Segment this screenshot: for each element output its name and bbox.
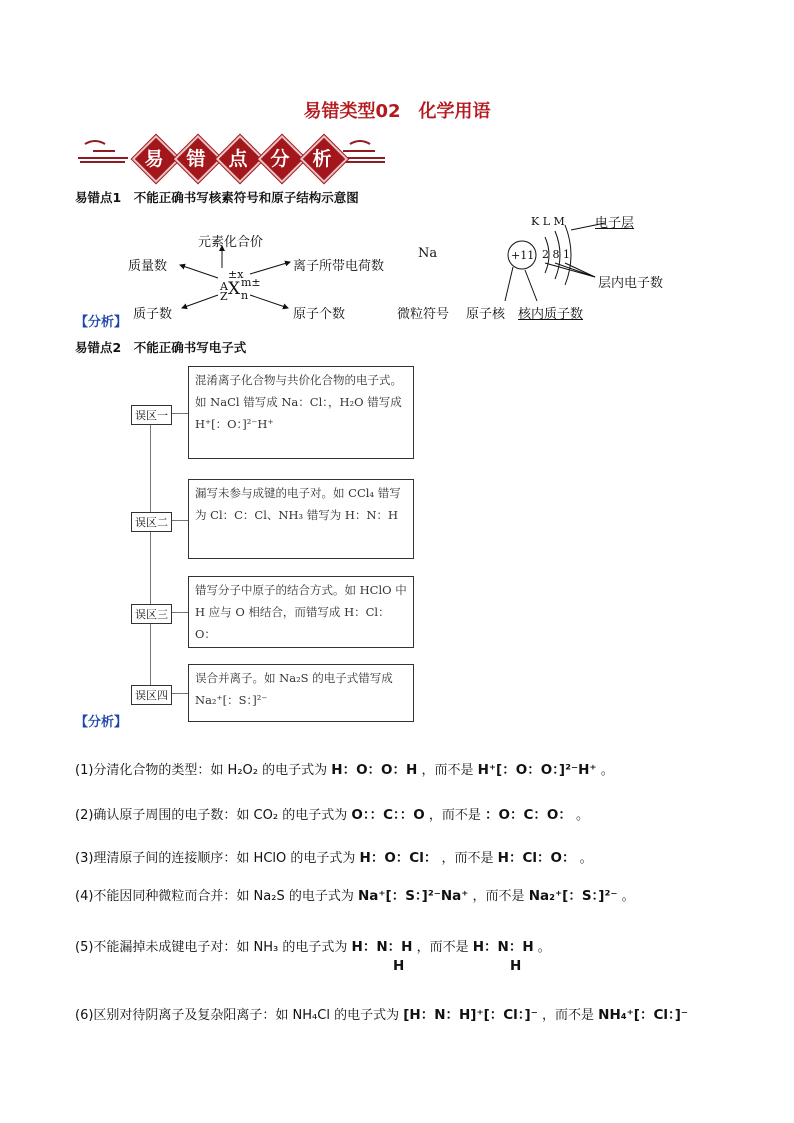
banner-char: 分 <box>270 148 290 170</box>
analysis-item: (5)不能漏掉未成键电子对：如 NH₃ 的电子式为 H：N：H ，而不是 H：N：H 。 <box>75 939 551 955</box>
zone-tag: 误区四 <box>131 685 172 705</box>
analysis-item: (4)不能因同种微粒而合并：如 Na₂S 的电子式为 Na⁺[：S：]²⁻Na⁺ ，而不是 Na₂⁺[：S：]²⁻ 。 <box>75 888 635 904</box>
analysis-item: (6)区别对待阴离子及复杂阳离子：如 NH₄Cl 的电子式为 [H：N：H]⁺[：Cl：]⁻ ，而不是 NH₄⁺[：Cl：]⁻ <box>75 1007 689 1023</box>
correct-formula: O：：C：：O <box>351 807 425 823</box>
banner-char: 析 <box>312 148 332 170</box>
page-title: 易错类型02 化学用语 <box>303 101 491 122</box>
particle-symbol: Na <box>418 246 438 261</box>
analysis-item: (3)理清原子间的连接顺序：如 HClO 的电子式为 H：O：Cl： ，而不是 H：Cl：O： 。 <box>75 850 593 866</box>
wrong-formula: H⁺[：O：O：]²⁻H⁺ <box>477 762 597 778</box>
banner-char: 易 <box>144 148 164 170</box>
wrong-formula: ：O：C：O： <box>485 807 572 823</box>
correct-formula: Na⁺[：S：]²⁻Na⁺ <box>357 888 469 904</box>
shell-label: 电子层 <box>595 216 635 231</box>
correct-formula: H：O：Cl： <box>359 850 438 866</box>
label-atom-count: 原子个数 <box>293 307 346 322</box>
label-valence: 元素化合价 <box>198 235 264 250</box>
banner-char: 错 <box>186 148 206 170</box>
zone-tag: 误区一 <box>131 405 172 425</box>
zone-box: 误合并离子。如 Na₂S 的电子式错写成 Na₂⁺[：S：]²⁻ <box>188 664 414 722</box>
zone-box: 漏写未参与成键的电子对。如 CCl₄ 错写为 Cl：C：Cl、NH₃ 错写为 H：N：H <box>188 479 414 559</box>
nucleus-charge: +11 <box>511 249 535 262</box>
shell-letters: K L M <box>531 215 565 228</box>
correct-formula: H：O：O：H <box>331 762 418 778</box>
section2-heading: 易错点2 不能正确书写电子式 <box>75 340 247 355</box>
correct-formula: H：N：H <box>351 939 413 955</box>
label-ion-charge: 离子所带电荷数 <box>293 259 385 274</box>
analysis-item: (1)分清化合物的类型：如 H₂O₂ 的电子式为 H：O：O：H ，而不是 H⁺[：O：O：]²⁻H⁺ 。 <box>75 762 614 778</box>
nh3-lower-h: H <box>510 958 522 974</box>
correct-formula: [H：N：H]⁺[：Cl：]⁻ <box>403 1007 538 1023</box>
particle-label: 微粒符号 <box>397 307 450 322</box>
analysis-label-1: 【分析】 <box>75 315 128 330</box>
nucleus-label: 原子核 <box>466 307 506 322</box>
banner-ornament-left <box>75 136 135 176</box>
section1-heading: 易错点1 不能正确书写核素符号和原子结构示意图 <box>75 190 359 205</box>
shell-electrons-label: 层内电子数 <box>598 276 664 291</box>
protons-label: 核内质子数 <box>518 307 584 322</box>
zone-box: 错写分子中原子的结合方式。如 HClO 中 H 应与 O 相结合，而错写成 H：Cl：O： <box>188 576 414 648</box>
wrong-formula: H：N：H <box>472 939 534 955</box>
zone-box: 混淆离子化合物与共价化合物的电子式。如 NaCl 错写成 Na：Cl：，H₂O 错写成 H⁺[：O：]²⁻H⁺ <box>188 366 414 459</box>
wrong-formula: NH₄⁺[：Cl：]⁻ <box>598 1007 689 1023</box>
banner-char: 点 <box>228 148 248 170</box>
wrong-formula: H：Cl：O： <box>497 850 576 866</box>
zone-tag: 误区二 <box>131 512 172 532</box>
label-proton-number: 质子数 <box>133 307 173 322</box>
wrong-formula: Na₂⁺[：S：]²⁻ <box>528 888 618 904</box>
electron-distribution: 2 8 1 <box>542 248 570 261</box>
analysis-label-2: 【分析】 <box>75 715 128 730</box>
nh3-lower-h: H <box>393 958 405 974</box>
analysis-item: (2)确认原子周围的电子数：如 CO₂ 的电子式为 O：：C：：O ，而不是 ：O：C：O： 。 <box>75 807 590 823</box>
label-mass-number: 质量数 <box>128 259 168 274</box>
zone-tag: 误区三 <box>131 604 172 624</box>
